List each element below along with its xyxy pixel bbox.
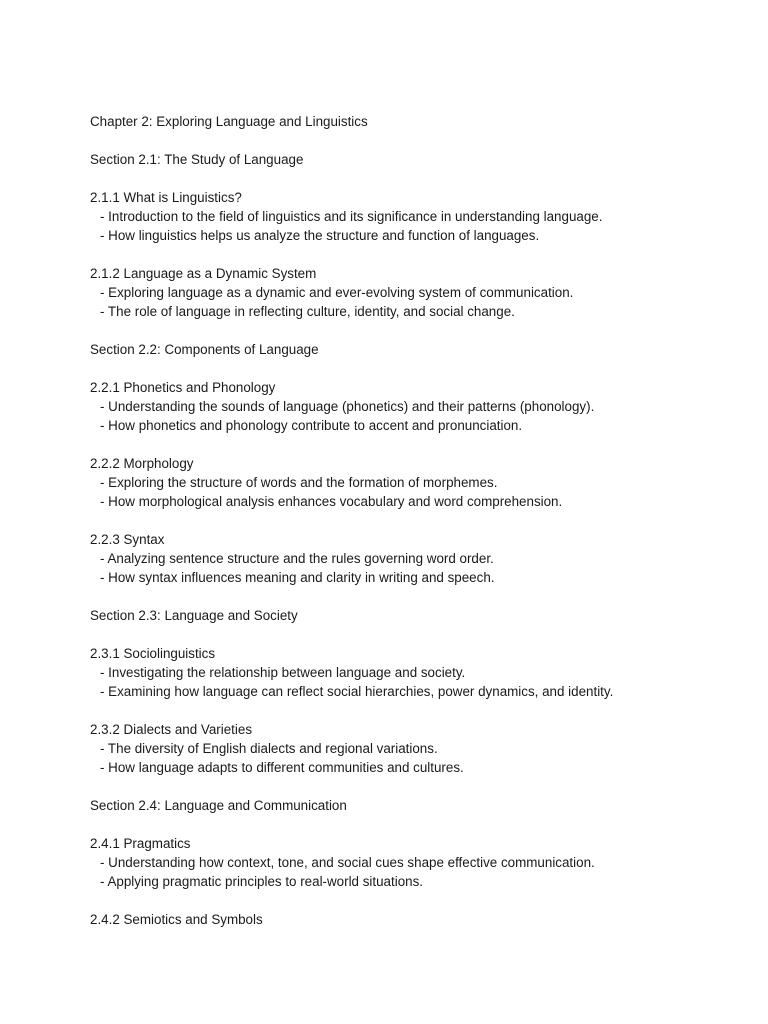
bullet-item: - Understanding how context, tone, and social cues shape effective communication. <box>100 855 595 870</box>
subsection-heading: 2.4.1 Pragmatics <box>90 836 191 851</box>
section-title: Section 2.2: Components of Language <box>90 342 319 357</box>
bullet-item: - Investigating the relationship between language and society. <box>100 665 466 680</box>
bullet-item: - How language adapts to different communities and cultures. <box>100 760 464 775</box>
bullet-item: - Applying pragmatic principles to real-world situations. <box>100 874 424 889</box>
subsection-heading: 2.1.2 Language as a Dynamic System <box>90 266 317 281</box>
bullet-item: - Exploring the structure of words and the formation of morphemes. <box>100 475 498 490</box>
subsection-heading: 2.2.1 Phonetics and Phonology <box>90 380 276 395</box>
section-title: Section 2.3: Language and Society <box>90 608 298 623</box>
subsection-heading: 2.4.2 Semiotics and Symbols <box>90 912 263 927</box>
section-title: Section 2.1: The Study of Language <box>90 152 304 167</box>
subsection-heading: 2.3.1 Sociolinguistics <box>90 646 216 661</box>
bullet-item: - How phonetics and phonology contribute to accent and pronunciation. <box>100 418 523 433</box>
bullet-item: - How syntax influences meaning and clarity in writing and speech. <box>100 570 495 585</box>
bullet-item: - Analyzing sentence structure and the rules governing word order. <box>100 551 494 566</box>
chapter-title: Chapter 2: Exploring Language and Linguistics <box>90 114 368 129</box>
bullet-item: - Examining how language can reflect social hierarchies, power dynamics, and identity. <box>100 684 614 699</box>
bullet-item: - Introduction to the field of linguistics and its significance in understanding language. <box>100 209 603 224</box>
bullet-item: - Exploring language as a dynamic and ever-evolving system of communication. <box>100 285 574 300</box>
section-title: Section 2.4: Language and Communication <box>90 798 347 813</box>
bullet-item: - Understanding the sounds of language (phonetics) and their patterns (phonology). <box>100 399 595 414</box>
bullet-item: - How morphological analysis enhances vocabulary and word comprehension. <box>100 494 563 509</box>
subsection-heading: 2.1.1 What is Linguistics? <box>90 190 242 205</box>
document-page <box>90 112 750 929</box>
bullet-item: - How linguistics helps us analyze the structure and function of languages. <box>100 228 540 243</box>
subsection-heading: 2.3.2 Dialects and Varieties <box>90 722 253 737</box>
subsection-heading: 2.2.2 Morphology <box>90 456 194 471</box>
subsection-heading: 2.2.3 Syntax <box>90 532 165 547</box>
bullet-item: - The diversity of English dialects and regional variations. <box>100 741 438 756</box>
bullet-item: - The role of language in reflecting culture, identity, and social change. <box>100 304 515 319</box>
